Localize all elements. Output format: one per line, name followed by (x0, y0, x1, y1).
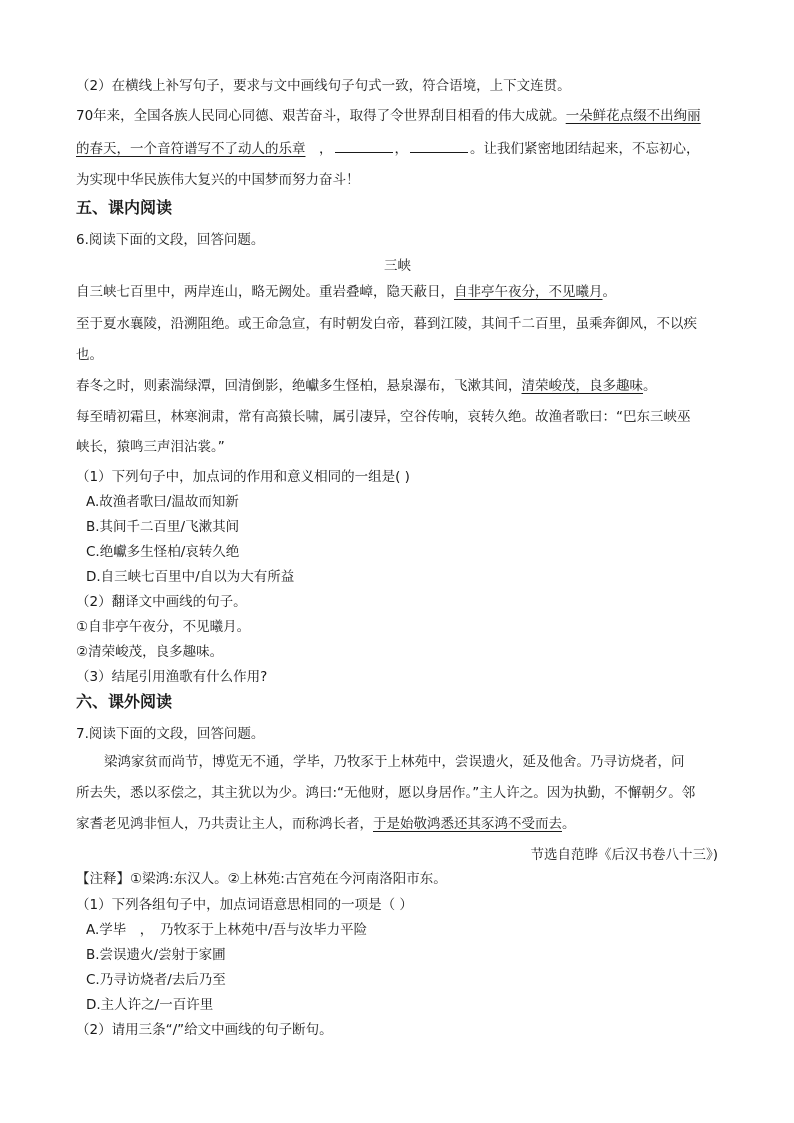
section5-q1-option-a[interactable]: A.故渔者歌曰/温故而知新 (86, 494, 239, 510)
section5-q1-option-d[interactable]: D.自三峡七百里中/自以为大有所益 (86, 569, 295, 585)
section6-q1: （1）下列各组句子中，加点词语意思相同的一项是（ ） (76, 897, 413, 913)
passage-p3-underlined: 清荣峻茂，良多趣味 (521, 378, 643, 394)
section6-instruction: 7.阅读下面的文段，回答问题。 (76, 726, 265, 742)
q5-sub2-prompt: （2）在横线上补写句子，要求与文中画线句子句式一致，符合语境，上下文连贯。 (76, 78, 571, 94)
passage-p3 (76, 376, 657, 396)
section6-q1-option-b[interactable]: B.尝误遗火/尝射于家圃 (86, 947, 226, 963)
source-citation: 节选自范晔《后汉书卷八十三》) (530, 847, 718, 863)
section5-instruction: 6.阅读下面的文段，回答问题。 (76, 232, 265, 248)
section6-para-underlined: 于是始敬鸿悉还其豕鸿不受而去 (373, 816, 562, 832)
passage-p4-line2: 峡长，猿鸣三声泪沾裳。” (76, 439, 225, 455)
section6-para-line2: 所去失，悉以豕偿之，其主犹以为少。鸿曰:“无他财，愿以身居作。”主人许之。因为执勤，不懈朝夕。邻 (76, 785, 696, 801)
section6-para-line1: 梁鸿家贫而尚节，博览无不通，学毕，乃牧豕于上林苑中，尝误遗火，延及他舍。乃寻访烧者，问 (104, 754, 685, 770)
passage-p1-end: 。 (602, 284, 616, 300)
section6-heading: 六、课外阅读 (76, 692, 173, 711)
answer-blank-2[interactable] (410, 138, 468, 153)
section6-q1-option-d[interactable]: D.主人许之/一百许里 (86, 997, 214, 1013)
q5-line2-sep2: ， (394, 141, 408, 157)
section6-q2: （2）请用三条“/”给文中画线的句子断句。 (76, 1022, 333, 1038)
passage-p4-line1: 每至晴初霜旦，林寒涧肃，常有高猿长啸，属引凄异，空谷传响，哀转久绝。故渔者歌曰：“巴东三峡巫 (76, 409, 691, 425)
section5-q1-option-b[interactable]: B.其间千二百里/飞漱其间 (86, 519, 240, 535)
passage-title: 三峡 (384, 258, 411, 274)
q5-line2 (76, 138, 700, 159)
q5-line2-tail: 。让我们紧密地团结起来，不忘初心， (470, 141, 700, 157)
section5-q1-option-c[interactable]: C.绝巘多生怪柏/哀转久绝 (86, 544, 240, 560)
q5-line1 (76, 106, 701, 126)
section6-para-line3 (76, 814, 576, 834)
passage-p1-underlined: 自非亭午夜分，不见曦月 (454, 284, 603, 300)
annotation-note: 【注释】①梁鸿:东汉人。②上林苑:古宫苑在今河南洛阳市东。 (76, 871, 447, 887)
q5-line1-underlined: 一朵鲜花点缀不出绚丽 (565, 108, 701, 124)
section5-q3: （3）结尾引用渔歌有什么作用? (76, 669, 268, 685)
section6-para-line3-end: 。 (562, 816, 576, 832)
q5-line1-text: 70年来，全国各族人民同心同德、艰苦奋斗，取得了令世界刮目相看的伟大成就。 (76, 108, 566, 124)
answer-blank-1[interactable] (335, 138, 393, 153)
section5-q1: （1）下列句子中，加点词的作用和意义相同的一组是( ) (76, 469, 410, 485)
section5-q2-item-2: ②清荣峻茂，良多趣味。 (76, 644, 224, 660)
passage-p1 (76, 282, 616, 302)
section5-heading: 五、课内阅读 (76, 198, 173, 217)
section6-para-line3-text: 家耆老见鸿非恒人，乃共责让主人，而称鸿长者， (76, 816, 373, 832)
section6-q1-option-a[interactable]: A.学毕 ， 乃牧豕于上林苑中/吾与汝毕力平险 (86, 922, 368, 938)
q5-line2-underlined: 的春天，一个音符谱写不了动人的乐章 (76, 141, 306, 157)
passage-p3-end: 。 (643, 378, 657, 394)
passage-p2-line1: 至于夏水襄陵，沿溯阻绝。或王命急宣，有时朝发白帝，暮到江陵，其间千二百里，虽乘奔御风，不以疾 (76, 316, 697, 332)
section5-q2-item-1: ①自非亭午夜分，不见曦月。 (76, 619, 251, 635)
q5-line3: 为实现中华民族伟大复兴的中国梦而努力奋斗！ (76, 172, 360, 188)
passage-p2-line2: 也。 (76, 347, 103, 363)
section6-q1-option-c[interactable]: C.乃寻访烧者/去后乃至 (86, 972, 226, 988)
passage-p3-text: 春冬之时，则素湍绿潭，回清倒影，绝巘多生怪柏，悬泉瀑布，飞漱其间， (76, 378, 522, 394)
passage-p1-text: 自三峡七百里中，两岸连山，略无阙处。重岩叠嶂，隐天蔽日， (76, 284, 454, 300)
q5-line2-sep1: ， (305, 141, 333, 157)
section5-q2: （2）翻译文中画线的句子。 (76, 594, 247, 610)
